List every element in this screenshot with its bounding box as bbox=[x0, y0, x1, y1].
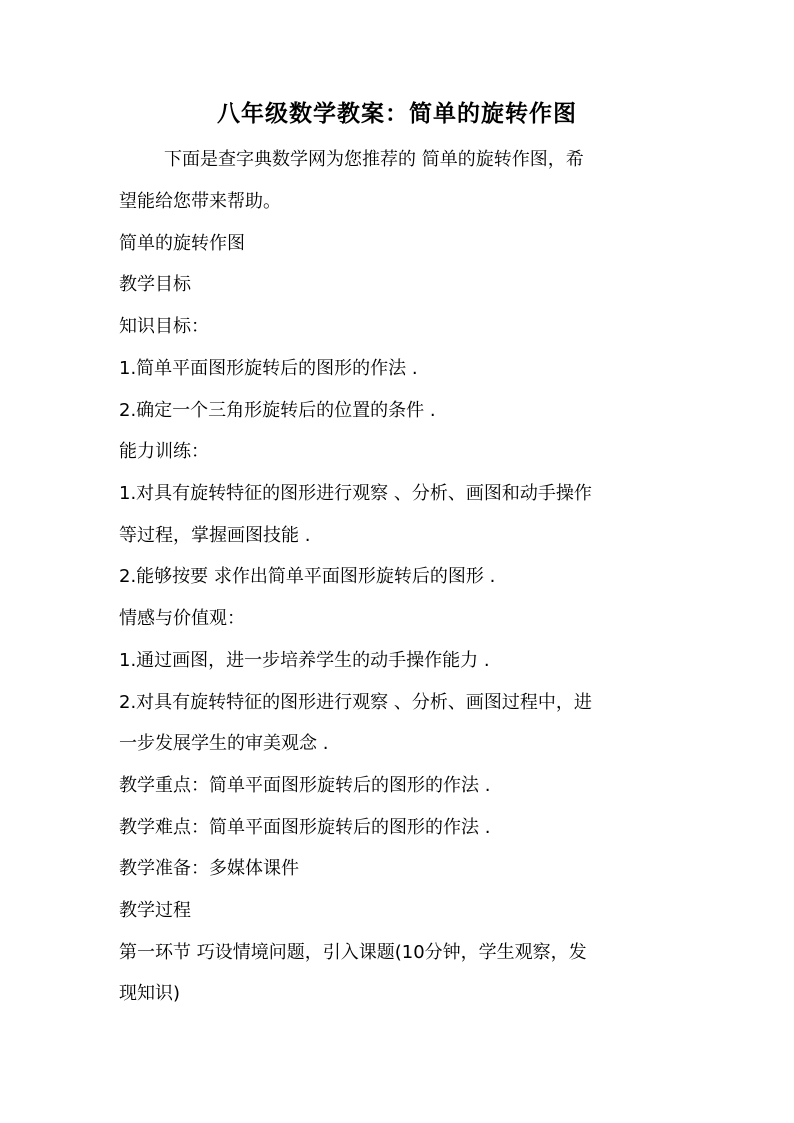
emotion-item-2: 2.对具有旋转特征的图形进行观察 、分析、画图过程中，进 bbox=[119, 692, 592, 713]
intro-line-1: 下面是查字典数学网为您推荐的 简单的旋转作图，希 bbox=[164, 149, 584, 170]
emotion-item-1: 1.通过画图，进一步培养学生的动手操作能力 . bbox=[119, 650, 490, 671]
emotion-heading: 情感与价值观： bbox=[119, 608, 245, 629]
knowledge-item-2: 2.确定一个三角形旋转后的位置的条件 . bbox=[119, 400, 436, 421]
stage-one-cont: 现知识) bbox=[119, 983, 181, 1004]
intro-line-2: 望能给您带来帮助。 bbox=[119, 191, 281, 212]
knowledge-item-1: 1.简单平面图形旋转后的图形的作法 . bbox=[119, 358, 418, 379]
emotion-item-2-cont: 一步发展学生的审美观念 . bbox=[119, 733, 329, 754]
stage-one: 第一环节 巧设情境问题，引入课题(10分钟，学生观察，发 bbox=[119, 942, 587, 963]
teaching-goals-heading: 教学目标 bbox=[119, 274, 191, 295]
ability-item-1: 1.对具有旋转特征的图形进行观察 、分析、画图和动手操作 bbox=[119, 483, 592, 504]
ability-item-1-cont: 等过程，掌握画图技能 . bbox=[119, 525, 311, 546]
document-title: 八年级数学教案：简单的旋转作图 bbox=[217, 101, 577, 127]
knowledge-goals-heading: 知识目标： bbox=[119, 316, 209, 337]
ability-item-2: 2.能够按要 求作出简单平面图形旋转后的图形 . bbox=[119, 566, 496, 587]
key-point: 教学重点：简单平面图形旋转后的图形的作法 . bbox=[119, 775, 491, 796]
ability-heading: 能力训练： bbox=[119, 441, 209, 462]
preparation: 教学准备：多媒体课件 bbox=[119, 858, 299, 879]
process-heading: 教学过程 bbox=[119, 900, 191, 921]
section-heading: 简单的旋转作图 bbox=[119, 233, 245, 254]
difficult-point: 教学难点：简单平面图形旋转后的图形的作法 . bbox=[119, 817, 491, 838]
